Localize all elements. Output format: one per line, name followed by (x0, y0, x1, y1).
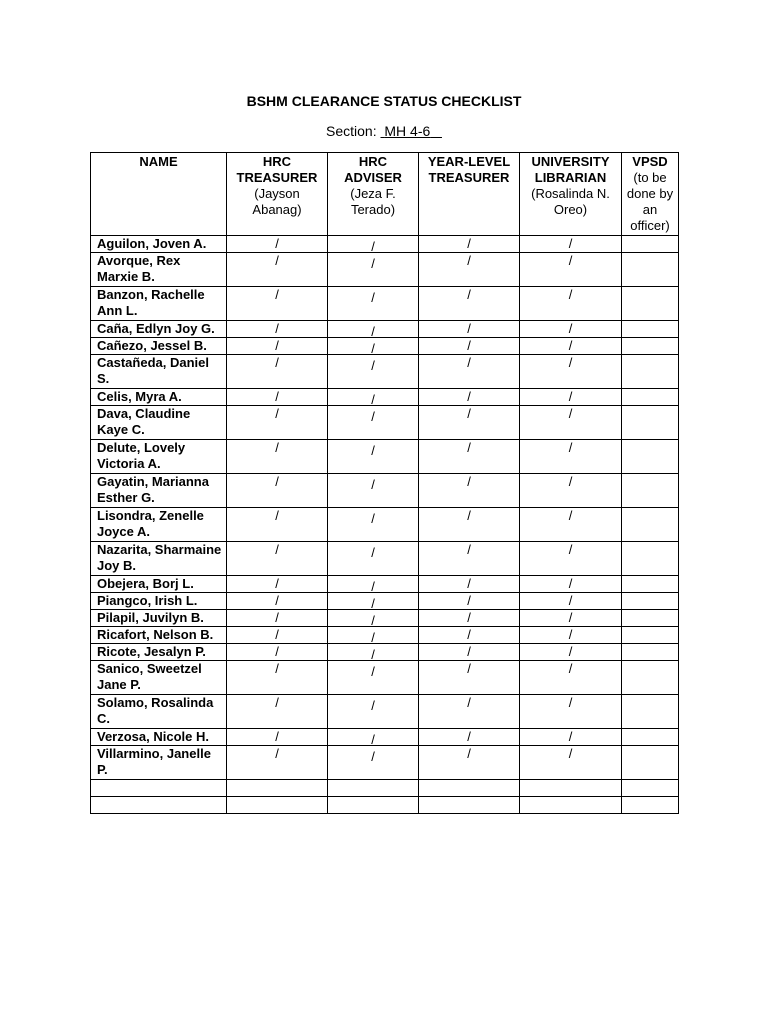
check-mark-cell (622, 797, 679, 814)
check-mark-cell (520, 780, 622, 797)
check-mark-cell: / (227, 406, 328, 440)
check-mark-cell: / (328, 253, 419, 287)
section-line (0, 123, 768, 139)
clearance-table (90, 152, 679, 814)
check-mark-cell: / (227, 729, 328, 746)
table-row (91, 389, 679, 406)
check-mark-cell (622, 610, 679, 627)
check-mark-cell: / (328, 729, 419, 746)
check-mark-cell: / (328, 610, 419, 627)
table-row (91, 729, 679, 746)
student-name: Piangco, Irish L. (91, 593, 227, 610)
check-mark-cell: / (328, 406, 419, 440)
check-mark-cell: / (227, 236, 328, 253)
student-name: Dava, Claudine Kaye C. (91, 406, 227, 440)
check-mark-cell (622, 474, 679, 508)
check-mark-cell: / (328, 746, 419, 780)
check-mark-cell (520, 797, 622, 814)
table-row (91, 508, 679, 542)
table-row (91, 576, 679, 593)
check-mark-cell: / (328, 593, 419, 610)
check-mark-cell: / (520, 695, 622, 729)
check-mark-cell: / (520, 440, 622, 474)
check-mark-cell: / (328, 338, 419, 355)
check-mark-cell: / (328, 474, 419, 508)
student-name: Banzon, Rachelle Ann L. (91, 287, 227, 321)
check-mark-cell (622, 508, 679, 542)
check-mark-cell: / (419, 508, 520, 542)
check-mark-cell: / (419, 576, 520, 593)
student-name: Obejera, Borj L. (91, 576, 227, 593)
check-mark-cell: / (328, 627, 419, 644)
table-row (91, 321, 679, 338)
student-name: Delute, Lovely Victoria A. (91, 440, 227, 474)
check-mark-cell (622, 355, 679, 389)
check-mark-cell: / (227, 338, 328, 355)
check-mark-cell: / (520, 627, 622, 644)
student-name: Verzosa, Nicole H. (91, 729, 227, 746)
check-mark-cell: / (227, 474, 328, 508)
check-mark-cell (622, 780, 679, 797)
check-mark-cell: / (419, 661, 520, 695)
student-name: Gayatin, Marianna Esther G. (91, 474, 227, 508)
student-name: Solamo, Rosalinda C. (91, 695, 227, 729)
check-mark-cell: / (520, 389, 622, 406)
check-mark-cell: / (520, 508, 622, 542)
check-mark-cell: / (328, 287, 419, 321)
student-name: Sanico, Sweetzel Jane P. (91, 661, 227, 695)
section-label: Section: (326, 123, 377, 139)
check-mark-cell: / (419, 627, 520, 644)
check-mark-cell: / (227, 746, 328, 780)
check-mark-cell: / (328, 576, 419, 593)
table-row (91, 406, 679, 440)
check-mark-cell (622, 627, 679, 644)
check-mark-cell (622, 644, 679, 661)
table-row (91, 474, 679, 508)
table-row (91, 542, 679, 576)
table-row (91, 236, 679, 253)
check-mark-cell: / (227, 627, 328, 644)
check-mark-cell: / (419, 593, 520, 610)
check-mark-cell: / (419, 746, 520, 780)
check-mark-cell: / (227, 593, 328, 610)
check-mark-cell: / (328, 389, 419, 406)
check-mark-cell: / (520, 355, 622, 389)
check-mark-cell: / (328, 508, 419, 542)
check-mark-cell: / (419, 729, 520, 746)
check-mark-cell: / (328, 236, 419, 253)
check-mark-cell (622, 338, 679, 355)
check-mark-cell: / (419, 321, 520, 338)
check-mark-cell: / (520, 287, 622, 321)
check-mark-cell: / (227, 508, 328, 542)
check-mark-cell (227, 780, 328, 797)
student-name (91, 797, 227, 814)
document-title: BSHM CLEARANCE STATUS CHECKLIST (246, 93, 522, 109)
check-mark-cell: / (227, 576, 328, 593)
table-row (91, 287, 679, 321)
header-hrc-treasurer: HRC TREASURER (Jayson Abanag) (227, 153, 328, 236)
student-name: Aguilon, Joven A. (91, 236, 227, 253)
check-mark-cell: / (520, 474, 622, 508)
check-mark-cell: / (328, 542, 419, 576)
header-university-librarian: UNIVERSITY LIBRARIAN (Rosalinda N. Oreo) (520, 153, 622, 236)
check-mark-cell: / (520, 576, 622, 593)
table-row (91, 593, 679, 610)
student-name: Nazarita, Sharmaine Joy B. (91, 542, 227, 576)
check-mark-cell: / (227, 542, 328, 576)
check-mark-cell (622, 389, 679, 406)
check-mark-cell (622, 593, 679, 610)
check-mark-cell (622, 406, 679, 440)
student-name: Villarmino, Janelle P. (91, 746, 227, 780)
check-mark-cell (622, 440, 679, 474)
check-mark-cell: / (520, 542, 622, 576)
table-row (91, 746, 679, 780)
check-mark-cell: / (227, 695, 328, 729)
table-row (91, 253, 679, 287)
check-mark-cell: / (419, 236, 520, 253)
check-mark-cell: / (520, 321, 622, 338)
header-row (91, 153, 679, 236)
check-mark-cell (328, 797, 419, 814)
check-mark-cell (419, 780, 520, 797)
header-vpsd: VPSD (to be done by an officer) (622, 153, 679, 236)
header-name: NAME (91, 153, 227, 236)
check-mark-cell: / (419, 338, 520, 355)
check-mark-cell: / (328, 695, 419, 729)
check-mark-cell: / (520, 236, 622, 253)
check-mark-cell: / (520, 729, 622, 746)
check-mark-cell: / (328, 321, 419, 338)
check-mark-cell (622, 576, 679, 593)
check-mark-cell: / (227, 610, 328, 627)
check-mark-cell: / (328, 644, 419, 661)
student-name: Pilapil, Juvilyn B. (91, 610, 227, 627)
check-mark-cell: / (227, 644, 328, 661)
check-mark-cell (622, 287, 679, 321)
check-mark-cell (328, 780, 419, 797)
check-mark-cell: / (520, 644, 622, 661)
table-row (91, 355, 679, 389)
check-mark-cell: / (419, 355, 520, 389)
check-mark-cell: / (419, 440, 520, 474)
table-row (91, 440, 679, 474)
check-mark-cell (622, 321, 679, 338)
check-mark-cell (622, 729, 679, 746)
check-mark-cell (622, 236, 679, 253)
header-hrc-adviser: HRC ADVISER (Jeza F. Terado) (328, 153, 419, 236)
check-mark-cell: / (419, 610, 520, 627)
check-mark-cell: / (520, 746, 622, 780)
check-mark-cell: / (520, 593, 622, 610)
check-mark-cell: / (419, 695, 520, 729)
check-mark-cell: / (520, 338, 622, 355)
student-name: Ricote, Jesalyn P. (91, 644, 227, 661)
check-mark-cell: / (227, 287, 328, 321)
check-mark-cell: / (419, 287, 520, 321)
check-mark-cell: / (520, 610, 622, 627)
check-mark-cell: / (227, 321, 328, 338)
check-mark-cell: / (419, 253, 520, 287)
student-name: Castañeda, Daniel S. (91, 355, 227, 389)
table-row (91, 661, 679, 695)
table-row (91, 338, 679, 355)
student-name: Caña, Edlyn Joy G. (91, 321, 227, 338)
student-name: Avorque, Rex Marxie B. (91, 253, 227, 287)
table-row (91, 627, 679, 644)
check-mark-cell (419, 797, 520, 814)
table-row (91, 610, 679, 627)
student-name: Lisondra, Zenelle Joyce A. (91, 508, 227, 542)
check-mark-cell (622, 542, 679, 576)
check-mark-cell: / (328, 440, 419, 474)
header-year-level-treasurer: YEAR-LEVEL TREASURER (419, 153, 520, 236)
student-name: Cañezo, Jessel B. (91, 338, 227, 355)
check-mark-cell (622, 695, 679, 729)
check-mark-cell: / (227, 355, 328, 389)
student-name: Ricafort, Nelson B. (91, 627, 227, 644)
check-mark-cell: / (520, 253, 622, 287)
check-mark-cell: / (520, 661, 622, 695)
check-mark-cell: / (227, 253, 328, 287)
table-row (91, 797, 679, 814)
check-mark-cell: / (328, 355, 419, 389)
check-mark-cell: / (520, 406, 622, 440)
check-mark-cell (622, 661, 679, 695)
check-mark-cell: / (419, 474, 520, 508)
check-mark-cell (622, 253, 679, 287)
check-mark-cell: / (419, 542, 520, 576)
table-row (91, 695, 679, 729)
check-mark-cell: / (419, 406, 520, 440)
check-mark-cell: / (227, 440, 328, 474)
check-mark-cell (227, 797, 328, 814)
section-value: MH 4-6 (384, 123, 431, 139)
check-mark-cell: / (419, 644, 520, 661)
table-row (91, 644, 679, 661)
check-mark-cell: / (419, 389, 520, 406)
student-name: Celis, Myra A. (91, 389, 227, 406)
check-mark-cell (622, 746, 679, 780)
student-name (91, 780, 227, 797)
check-mark-cell: / (227, 661, 328, 695)
check-mark-cell: / (227, 389, 328, 406)
check-mark-cell: / (328, 661, 419, 695)
table-row (91, 780, 679, 797)
